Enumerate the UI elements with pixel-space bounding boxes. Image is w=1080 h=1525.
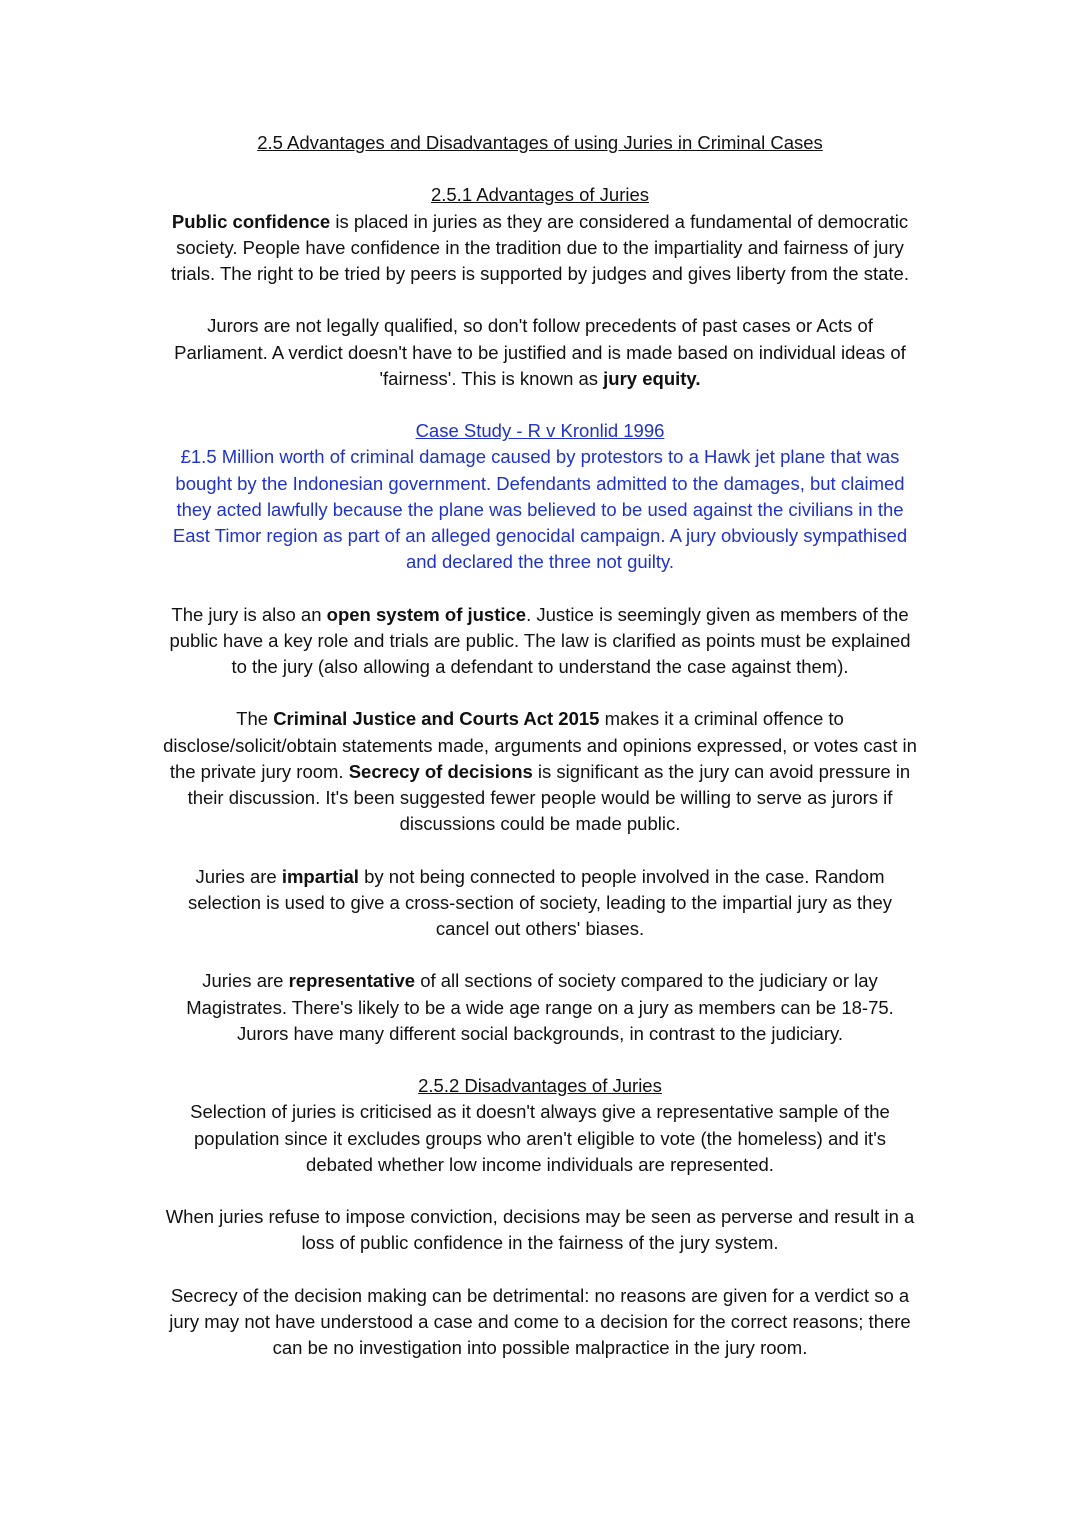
paragraph-line [0,602,1080,628]
document-page [0,130,1080,1361]
paragraph-line: Secrecy of the decision making can be detrimental: no reasons are given for a verdict so a [170,1284,910,1306]
paragraph-line: debated whether low income individuals are represented. [306,1153,774,1175]
paragraph-line [0,706,1080,732]
paragraph-line [0,864,1080,890]
advantages-heading: 2.5.1 Advantages of Juries [430,184,650,206]
spacer [0,1178,1080,1204]
line-text: makes it a criminal offence to [599,708,844,730]
paragraph-secrecy [0,706,1080,837]
paragraph-line [0,209,1080,235]
spacer [0,1257,1080,1283]
paragraph-line [0,968,1080,994]
case-study-line: East Timor region as part of an alleged genocidal campaign. A jury obviously sympathised [172,525,908,546]
line-text: Juries are [195,865,282,887]
bold-term: Criminal Justice and Courts Act 2015 [273,708,600,730]
paragraph-line: society. People have confidence in the tradition due to the impartiality and fairness of jury [176,236,904,258]
bold-term: representative [288,970,416,992]
line-text: is significant as the jury can avoid pressure in [532,760,911,782]
case-study-line: and declared the three not guilty. [405,551,675,573]
paragraph-selection [0,1099,1080,1178]
paragraph-impartial [0,864,1080,943]
line-text: of all sections of society compared to the judiciary or lay [415,970,878,992]
paragraph-line: discussions could be made public. [399,813,681,835]
document-title: 2.5 Advantages and Disadvantages of using Juries in Criminal Cases [257,132,823,153]
paragraph-line: Selection of juries is criticised as it doesn't always give a representative sample of the [190,1101,890,1123]
spacer [0,575,1080,601]
spacer [0,942,1080,968]
paragraph-line: loss of public confidence in the fairness of the jury system. [301,1232,779,1254]
paragraph-secrecy-detriment [0,1283,1080,1362]
line-text: the private jury room. [169,760,349,782]
bold-term: jury equity. [603,367,701,389]
line-text: by not being connected to people involved in the case. Random [358,865,885,887]
paragraph-line: disclose/solicit/obtain statements made, arguments and opinions expressed, or votes cast in [163,734,917,756]
line-text: The jury is also an [171,603,327,625]
paragraph-open-system [0,602,1080,681]
paragraph-line: jury may not have understood a case and come to a decision for the correct reasons; there [169,1310,911,1332]
case-study-line: they acted lawfully because the plane was believed to be used against the civilians in the [176,498,904,520]
case-study [0,418,1080,575]
paragraph-line: Jurors are not legally qualified, so don't follow precedents of past cases or Acts of [207,315,873,337]
paragraph-line: to the jury (also allowing a defendant to understand the case against them). [231,656,849,677]
bold-term: Public confidence [171,210,331,232]
paragraph-line: When juries refuse to impose conviction, decisions may be seen as perverse and result in a [165,1206,915,1228]
bold-term: open system of justice [326,603,527,625]
line-text: Juries are [202,970,289,992]
paragraph-line: public have a key role and trials are public. The law is clarified as points must be explained [169,629,911,651]
bold-term: Secrecy of decisions [348,760,533,782]
paragraph-representative [0,968,1080,1047]
case-study-line: £1.5 Million worth of criminal damage caused by protestors to a Hawk jet plane that was [180,446,900,468]
case-study-heading: Case Study - R v Kronlid 1996 [415,420,665,442]
case-study-line: bought by the Indonesian government. Defendants admitted to the damages, but claimed [175,472,905,494]
line-text: is placed in juries as they are considered a fundamental of democratic [330,210,909,232]
paragraph-jury-equity [0,313,1080,392]
line-text: 'fairness'. This is known as [379,367,604,389]
paragraph-line: population since it excludes groups who aren't eligible to vote (the homeless) and it's [194,1127,886,1149]
disadvantages-heading: 2.5.2 Disadvantages of Juries [418,1075,662,1097]
paragraph-line: cancel out others' biases. [435,918,645,939]
paragraph-public-confidence [0,209,1080,288]
paragraph-line: trials. The right to be tried by peers is supported by judges and gives liberty from the state. [171,263,909,284]
paragraph-line: Jurors have many different social backgrounds, in contrast to the judiciary. [236,1022,843,1044]
spacer [0,837,1080,863]
paragraph-line: Parliament. A verdict doesn't have to be justified and is made based on individual ideas of [174,341,906,363]
paragraph-line: can be no investigation into possible malpractice in the jury room. [272,1337,808,1359]
paragraph-perverse-decisions [0,1204,1080,1256]
spacer [0,156,1080,182]
bold-term: impartial [281,865,359,887]
line-text: The [236,708,274,730]
spacer [0,287,1080,313]
paragraph-line: their discussion. It's been suggested fewer people would be willing to serve as jurors if [187,787,893,808]
paragraph-line [0,366,1080,392]
spacer [0,1047,1080,1073]
spacer [0,392,1080,418]
paragraph-line [0,759,1080,785]
paragraph-line: selection is used to give a cross-section of society, leading to the impartial jury as they [187,891,893,913]
line-text: . Justice is seemingly given as members of the [526,603,909,625]
paragraph-line: Magistrates. There's likely to be a wide age range on a jury as members can be 18-75. [186,996,894,1018]
spacer [0,680,1080,706]
